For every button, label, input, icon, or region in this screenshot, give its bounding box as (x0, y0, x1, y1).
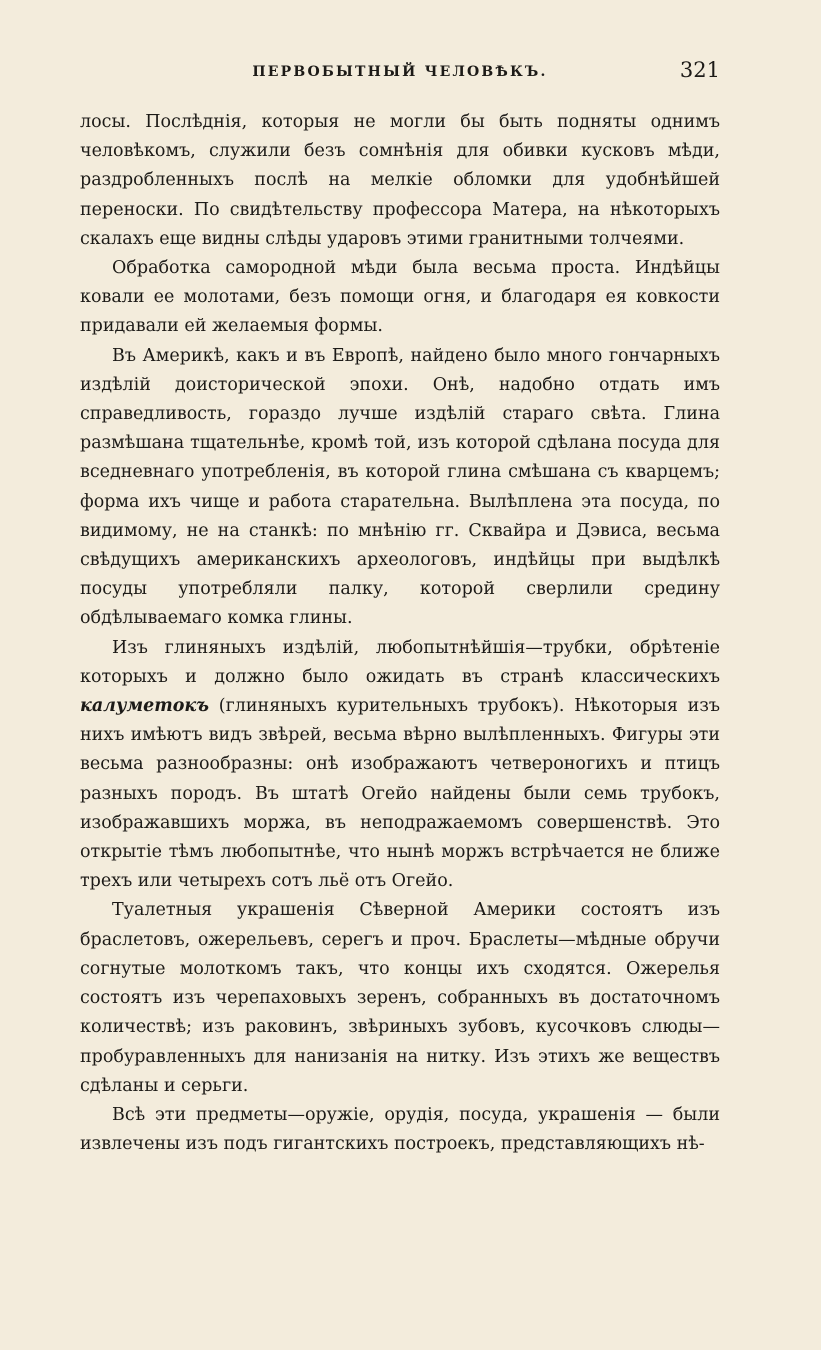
page-header (80, 58, 720, 88)
page-number: 321 (679, 58, 720, 82)
paragraph-3: Въ Америкѣ, какъ и въ Европѣ, найдено было много гончарныхъ издѣлій доисторической эпохи. Онѣ, надобно отдать имъ справедливость, гораздо лучше издѣлій стараго свѣта. Глина размѣшана тщательнѣе, кромѣ той, изъ которой сдѣлана посуда для вседневнаго употребленія, въ которой глина смѣшана съ кварцемъ; форма ихъ чище и работа старательна. Вылѣплена эта посуда, по видимому, не на станкѣ: по мнѣнію гг. Сквайра и Дэвиса, весьма свѣдущихъ американскихъ археологовъ, индѣйцы при выдѣлкѣ посуды употребляли палку, которой сверлили средину обдѣлываемаго комка глины. (80, 345, 720, 629)
paragraph-6: Всѣ эти предметы—оружіе, орудія, посуда, украшенія — были извлечены изъ подъ гигантскихъ построекъ, представляющихъ нѣ- (80, 1104, 720, 1155)
running-title: ПЕРВОБЫТНЫЙ ЧЕЛОВѢКЪ. (252, 64, 548, 80)
body-text (80, 108, 720, 1159)
paragraph-4-text-after: (глиняныхъ курительныхъ трубокъ). Нѣкоторыя изъ нихъ имѣютъ видъ звѣрей, весьма вѣрно вылѣпленныхъ. Фигуры эти весьма разнообразны: онѣ изображаютъ четвероногихъ и птицъ разныхъ породъ. Въ штатѣ Огейо найдены были семь трубокъ, изображавшихъ моржа, въ неподражаемомъ совершенствѣ. Это открытіе тѣмъ любопытнѣе, что нынѣ моржъ встрѣчается не ближе трехъ или четырехъ сотъ льё отъ Огейо. (80, 696, 720, 892)
paragraph-5: Туалетныя украшенія Сѣверной Америки состоятъ изъ браслетовъ, ожерельевъ, серегъ и проч. Браслеты—мѣдные обручи согнутые молоткомъ такъ, что концы ихъ сходятся. Ожерелья состоятъ изъ черепаховыхъ зеренъ, собранныхъ въ достаточномъ количествѣ; изъ раковинъ, звѣриныхъ зубовъ, кусочковъ слюды—пробуравленныхъ для нанизанія на нитку. Изъ этихъ же веществъ сдѣланы и серьги. (80, 900, 720, 1096)
paragraph-2: Обработка самородной мѣди была весьма проста. Индѣйцы ковали ее молотами, безъ помощи огня, и благодаря ея ковкости придавали ей желаемыя формы. (80, 258, 720, 337)
paragraph-4 (80, 634, 720, 897)
paragraph-4-emphasis: калуметокъ (80, 696, 209, 717)
paragraph-1: лосы. Послѣднія, которыя не могли бы быть подняты однимъ человѣкомъ, служили безъ сомнѣнія для обивки кусковъ мѣди, раздробленныхъ послѣ на мелкіе обломки для удобнѣйшей переноски. По свидѣтельству профессора Матера, на нѣкоторыхъ скалахъ еще видны слѣды ударовъ этими гранитными толчеями. (80, 112, 720, 249)
paragraph-4-text-before: Изъ глиняныхъ издѣлій, любопытнѣйшія—трубки, обрѣтеніе которыхъ и должно было ожидать въ странѣ классическихъ (80, 637, 720, 687)
